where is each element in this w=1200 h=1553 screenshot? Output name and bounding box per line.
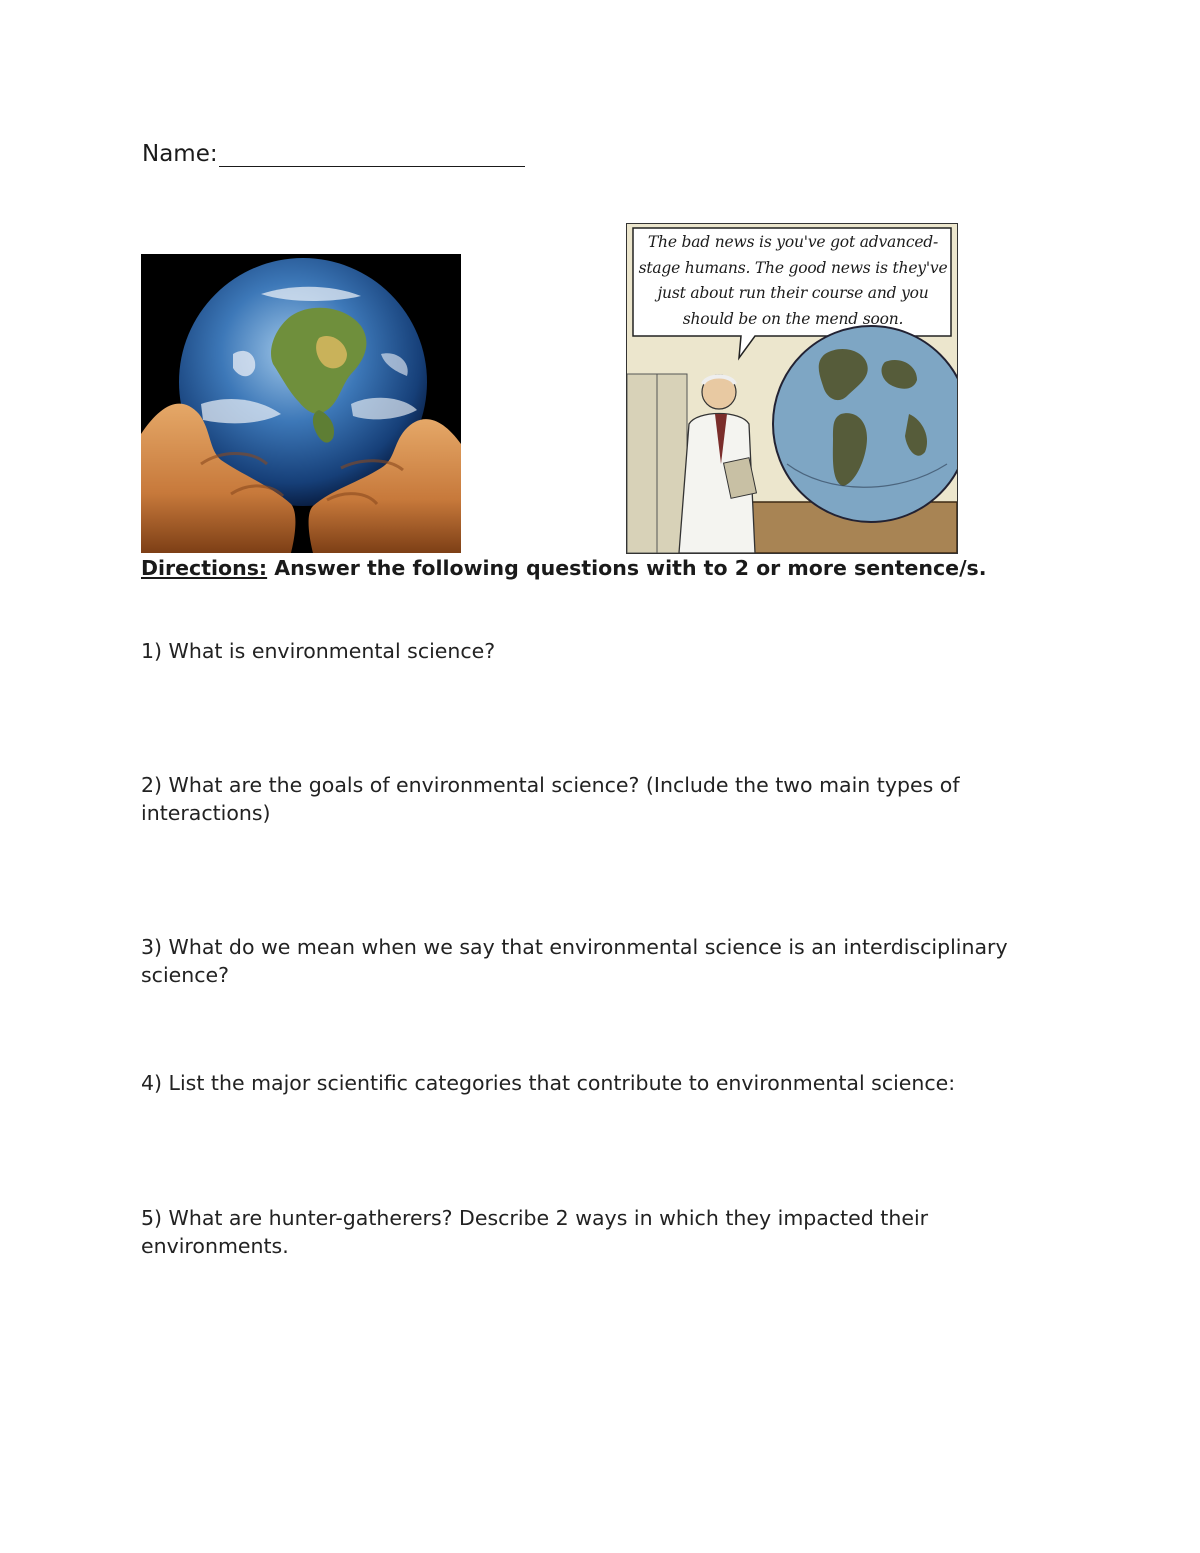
- cartoon-speech-bubble-text: The bad news is you've got advanced-stage humans. The good news is they've just about run their course and you should be on the mend soon.: [638, 233, 948, 328]
- question-1: 1) What is environmental science?: [141, 639, 496, 663]
- doctor-globe-cartoon: [626, 223, 958, 554]
- name-field: [142, 140, 525, 167]
- name-label: Name:: [142, 141, 218, 167]
- name-blank-line[interactable]: [219, 140, 525, 167]
- question-4: 4) List the major scientific categories that contribute to environmental science:: [141, 1071, 956, 1095]
- earth-in-hands-image: [141, 254, 461, 553]
- question-3: 3) What do we mean when we say that environmental science is an interdisciplinary science?: [141, 935, 1008, 987]
- directions-text: Answer the following questions with to 2 or more sentence/s.: [267, 556, 987, 580]
- question-2: 2) What are the goals of environmental science? (Include the two main types of interactions): [141, 773, 960, 825]
- question-5: 5) What are hunter-gatherers? Describe 2 ways in which they impacted their environments.: [141, 1206, 929, 1258]
- directions-label: Directions:: [141, 556, 268, 580]
- directions: [141, 556, 987, 580]
